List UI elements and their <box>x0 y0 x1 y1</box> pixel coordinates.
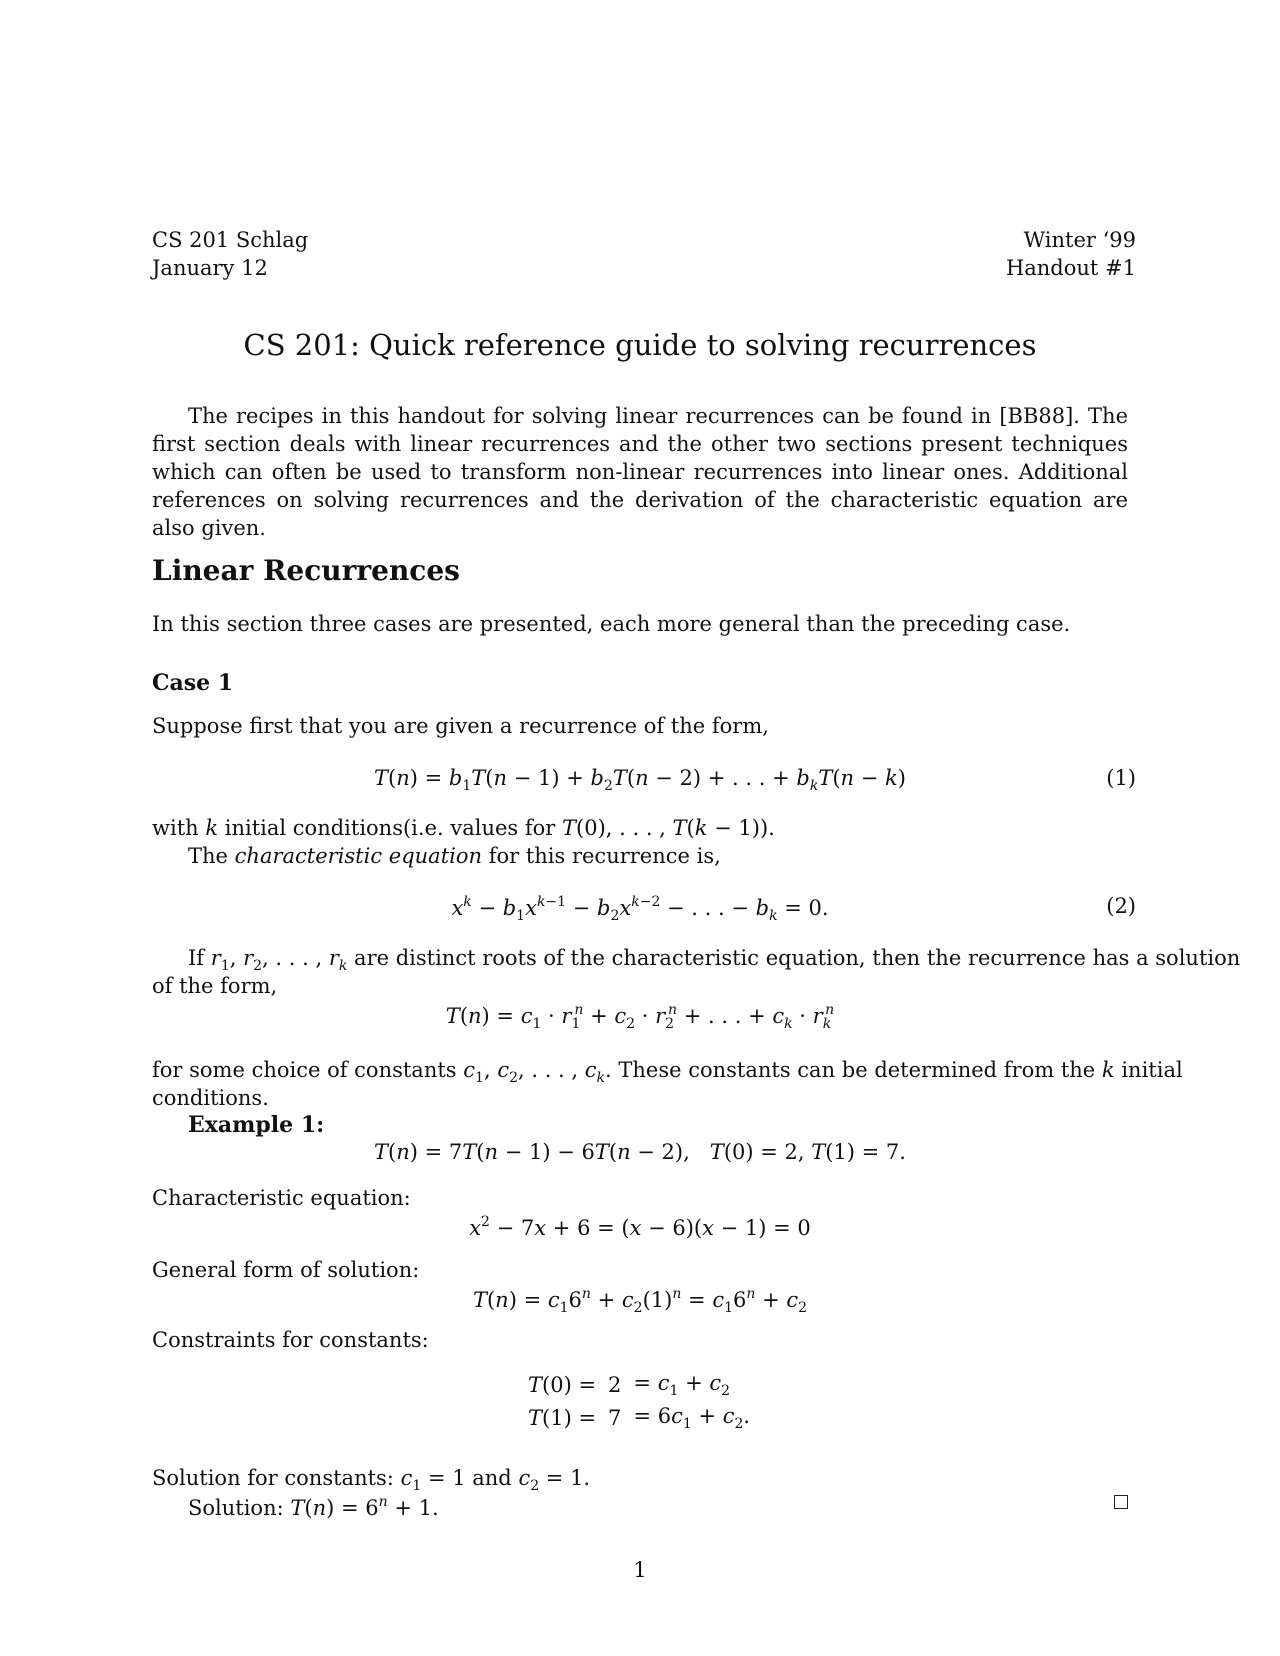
handout-header: Handout #1 <box>1005 256 1136 280</box>
equation-number-2: (2) <box>1106 894 1136 918</box>
constraint-row: T(0) = 2 = $c_1 + c_2$ <box>528 1370 731 1399</box>
case-heading: Case 1 <box>152 670 234 696</box>
term-header: Winter ‘99 <box>1023 228 1136 252</box>
case-intro: Suppose first that you are given a recurrence of the form, <box>152 714 769 738</box>
example-recurrence: T(n) = 7T(n − 1) − 6T(n − 2), T(0) = 2, T(1) = 7. <box>374 1140 906 1164</box>
section-heading: Linear Recurrences <box>152 554 460 587</box>
roots-line: If $r_1$, $r_2$, . . . , $r_k$ are distinct roots of the characteristic equation, then the recurrence has a solution <box>188 946 1241 974</box>
page-title: CS 201: Quick reference guide to solving recurrences <box>243 328 1037 362</box>
example-characteristic-equation: $x^2 - 7x + 6 = (x - 6)(x - 1) = 0$ <box>469 1214 811 1240</box>
solution-line: Solution: $T(n) = 6^n + 1$. <box>188 1494 439 1520</box>
characteristic-label: Characteristic equation: <box>152 1186 411 1210</box>
constants-line-2: conditions. <box>152 1086 269 1110</box>
example-general-solution: $T(n) = c_16^n + c_2(1)^n = c_16^n + c_2$ <box>472 1286 808 1316</box>
characteristic-equation: $x^k - b_1x^{k-1} - b_2x^{k-2}$ − . . . − $b_k = 0$. <box>451 894 829 924</box>
general-form-label: General form of solution: <box>152 1258 420 1282</box>
course-header: CS 201 Schlag <box>152 228 309 252</box>
solution-constants-line: Solution for constants: $c_1 = 1$ and $c_2 = 1$. <box>152 1466 591 1494</box>
section-lead: In this section three cases are presented, each more general than the preceding case. <box>152 612 1071 636</box>
constraints-label: Constraints for constants: <box>152 1328 429 1352</box>
equation-number-1: (1) <box>1106 766 1136 790</box>
roots-line-2: of the form, <box>152 974 278 998</box>
constraint-row: T(1) = 7 = $6c_1 + c_2$. <box>528 1403 751 1432</box>
characteristic-intro: The characteristic equation for this recurrence is, <box>188 844 721 868</box>
initial-conditions-line: with k initial conditions(i.e. values for T(0), . . . , T(k − 1)). <box>152 816 775 840</box>
qed-box-icon <box>1114 1495 1128 1509</box>
constants-line: for some choice of constants $c_1$, $c_2$, . . . , $c_k$. These constants can be determined from the k initial <box>152 1058 1183 1086</box>
solution-form-equation: $T(n) = c_1 \cdot r_1^n + c_2 \cdot r_2^n$ + . . . + $c_k \cdot r_k^n$ <box>445 1002 835 1032</box>
intro-paragraph: The recipes in this handout for solving linear recurrences can be found in [BB88]. The first section deals with linear recurrences and the other two sections present techniques which can often be used to transform non-linear recurrences into linear ones. Additional references on solving recurrences and the derivation of the characteristic equation are also given. <box>152 404 1128 540</box>
constraints-table <box>522 1368 756 1434</box>
page-number: 1 <box>633 1558 647 1582</box>
example-label: Example 1: <box>188 1112 325 1138</box>
recurrence-equation: $T(n) = b_1T(n - 1) + b_2T(n - 2)$ + . . . + $b_kT(n - k)$ <box>374 766 906 794</box>
date-header: January 12 <box>152 256 268 280</box>
